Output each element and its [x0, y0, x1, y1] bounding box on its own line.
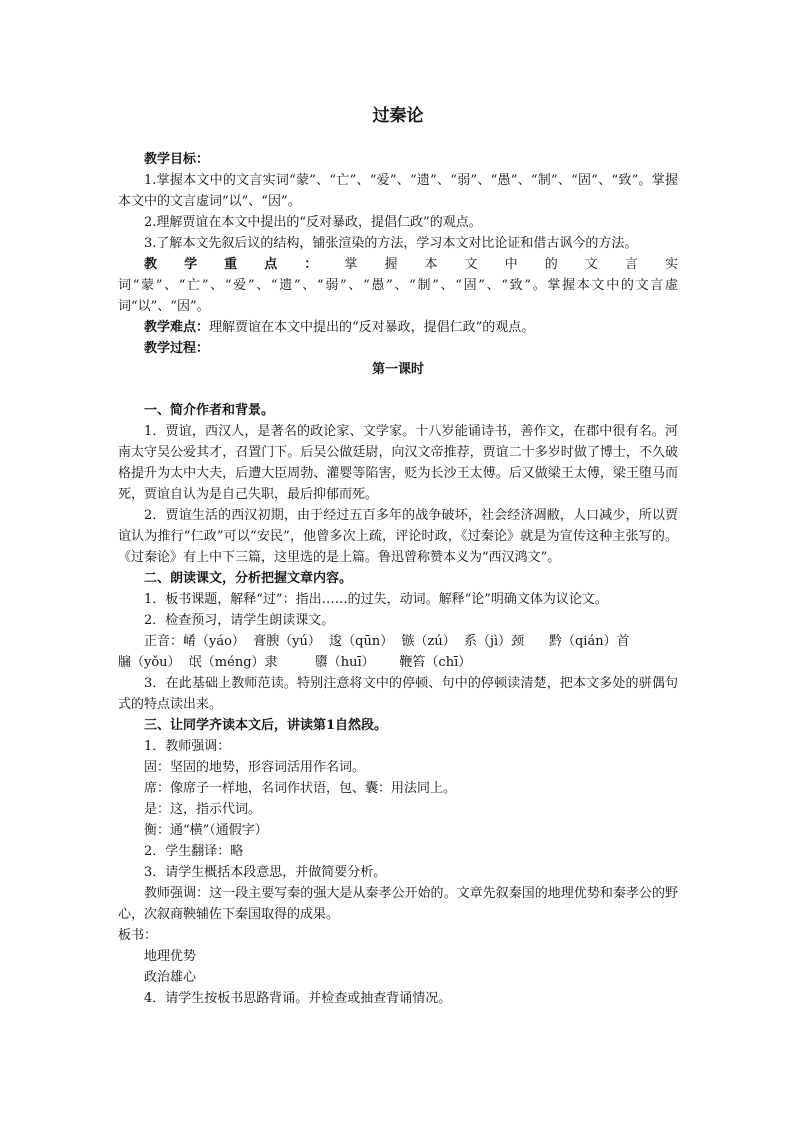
document-page [118, 100, 678, 1040]
process-heading: 教学过程： [144, 341, 210, 356]
section3-paragraph-3: 3．请学生概括本段意思，并做简要分析。 [144, 865, 387, 880]
section3-heading: 三、让同学齐读本文后，讲读第1自然段。 [144, 718, 388, 733]
key-points-text: 掌握本文中的文言实词“蒙”、“亡”、“爱”、“遗”、“弱”、“愚”、“制”、“固”、“致”。掌握本文中的文言虚词“以”、“因”。 [118, 257, 678, 314]
vocab-line-2: 席：像席子一样地，名词作状语，包、囊：用法同上。 [144, 781, 457, 796]
pronunciation-line-1: 正音：崤（yáo） 膏腴（yú） 逡（qūn） 镞（zú） 系（jì）颈 黔（qián）首 [144, 634, 630, 649]
section1-paragraph-2: 2．贾谊生活的西汉初期，由于经过五百多年的战争破坏，社会经济凋敝，人口减少，所以贾谊认为推行“仁政”可以“安民”，他曾多次上疏，评论时政，《过秦论》就是为宣传这种主张写的。《过秦论》有上中下三篇，这里选的是上篇。鲁迅曾称赞本义为“西汉鸿文”。 [118, 508, 678, 565]
section1-heading: 一、简介作者和背景。 [144, 403, 275, 418]
difficulty-label: 教学难点： [144, 320, 210, 335]
difficulty-text: 理解贾谊在本文中提出的“反对暴政，提倡仁政”的观点。 [209, 320, 535, 335]
section3-paragraph-5: 4．请学生按板书思路背诵。并检查或抽查背诵情况。 [144, 991, 452, 1006]
board-item-1: 地理优势 [144, 949, 197, 964]
vocab-line-4: 衡：通“横”（通假字） [144, 823, 268, 838]
section3-paragraph-1: 1．教师强调： [144, 739, 231, 754]
goals-heading: 教学目标： [144, 152, 210, 167]
key-points-label: 教学重点： [144, 257, 345, 272]
section2-paragraph-2: 2．检查预习，请学生朗读课文。 [144, 613, 335, 628]
spacer [118, 380, 678, 400]
board-label: 板书： [118, 928, 158, 943]
section2-paragraph-3: 3．在此基础上教师范读。特别注意将文中的停顿、句中的停顿读清楚，把本文多处的骈偶句式的特点读出来。 [118, 676, 678, 712]
pronunciation-line-2: 牖（yǒu） 氓（méng）隶 隳（huī） 鞭笞（chī） [118, 655, 472, 670]
section2-heading: 二、朗读课文，分析把握文章内容。 [144, 571, 353, 586]
difficulty-points [118, 317, 678, 338]
goal-item-1: 1.掌握本文中的文言实词“蒙”、“亡”、“爱”、“遗”、“弱”、“愚”、“制”、“固”、“致”。掌握本文中的文言虚词“以”、“因”。 [118, 173, 678, 209]
board-item-2: 政治雄心 [144, 970, 197, 985]
goal-item-3: 3.了解本文先叙后议的结构，铺张渲染的方法，学习本文对比论证和借古讽今的方法。 [144, 236, 638, 251]
lesson-heading: 第一课时 [371, 362, 424, 377]
goal-item-2: 2.理解贾谊在本文中提出的“反对暴政，提倡仁政”的观点。 [144, 215, 482, 230]
section2-paragraph-1: 1．板书课题，解释“过”：指出……的过失，动词。解释“论”明确文体为议论文。 [144, 592, 608, 607]
page-title: 过秦论 [372, 106, 424, 126]
section3-paragraph-4: 教师强调：这一段主要写秦的强大是从秦孝公开始的。文章先叙秦国的地理优势和秦孝公的野心，次叙商鞅辅佐下秦国取得的成果。 [118, 886, 678, 922]
section3-paragraph-2: 2．学生翻译：略 [144, 844, 244, 859]
vocab-line-1: 固：坚固的地势，形容词活用作名词。 [144, 760, 366, 775]
vocab-line-3: 是：这，指示代词。 [144, 802, 262, 817]
key-points [118, 254, 678, 317]
section1-paragraph-1: 1．贾谊，西汉人，是著名的政论家、文学家。十八岁能诵诗书，善作文，在郡中很有名。河南太守吴公爱其才，召置门下。后吴公做廷尉，向汉文帝推荐，贾谊二十多岁时做了博士，不久破格提升为太中大夫，后遭大臣周勃、灌婴等陷害，贬为长沙王太傅。后又做梁王太傅，梁王堕马而死，贾谊自认为是自己失职，最后抑郁而死。 [118, 424, 678, 502]
